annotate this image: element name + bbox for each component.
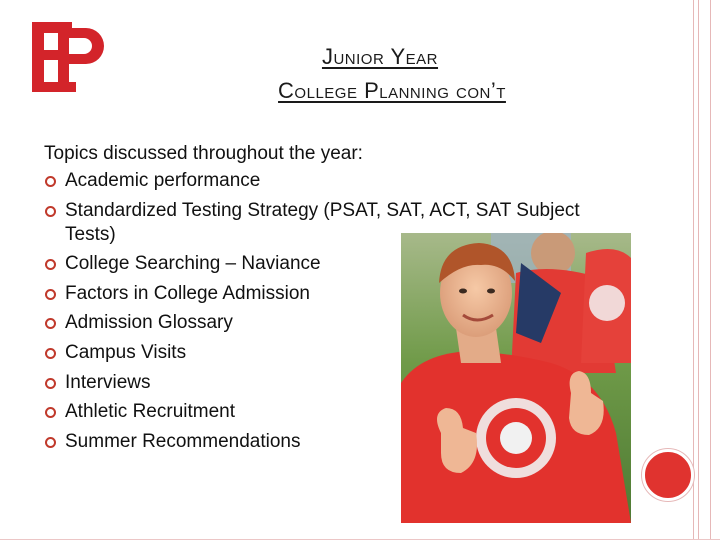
title-line-2: College Planning con’t	[278, 78, 506, 103]
bullet-icon	[45, 437, 56, 448]
frame-line	[698, 0, 699, 540]
frame-line	[710, 0, 711, 540]
list-item: Standardized Testing Strategy (PSAT, SAT, ACT, SAT Subject Tests)	[44, 199, 605, 247]
title-line-1: Junior Year	[321, 44, 439, 69]
bullet-icon	[45, 176, 56, 187]
photo-illustration	[401, 233, 631, 523]
bullet-icon	[45, 289, 56, 300]
list-item: College Searching – Naviance	[44, 252, 624, 276]
bullet-icon	[45, 206, 56, 217]
decorative-dot	[642, 449, 694, 501]
frame-line	[693, 0, 694, 540]
bullet-icon	[45, 378, 56, 389]
list-item: Interviews	[44, 371, 624, 395]
fp-logo-icon	[32, 18, 104, 94]
list-item: Campus Visits	[44, 341, 624, 365]
bullet-icon	[45, 407, 56, 418]
bullet-icon	[45, 259, 56, 270]
list-item: Admission Glossary	[44, 311, 624, 335]
list-item: Academic performance	[44, 169, 624, 193]
list-item: Factors in College Admission	[44, 282, 624, 306]
list-item: Athletic Recruitment	[44, 400, 624, 424]
bullet-icon	[45, 348, 56, 359]
intro-text: Topics discussed throughout the year:	[44, 143, 363, 164]
slide-title	[180, 40, 580, 108]
list-item: Summer Recommendations	[44, 430, 624, 454]
bullet-icon	[45, 318, 56, 329]
student-thumbs-up-photo	[401, 233, 631, 523]
